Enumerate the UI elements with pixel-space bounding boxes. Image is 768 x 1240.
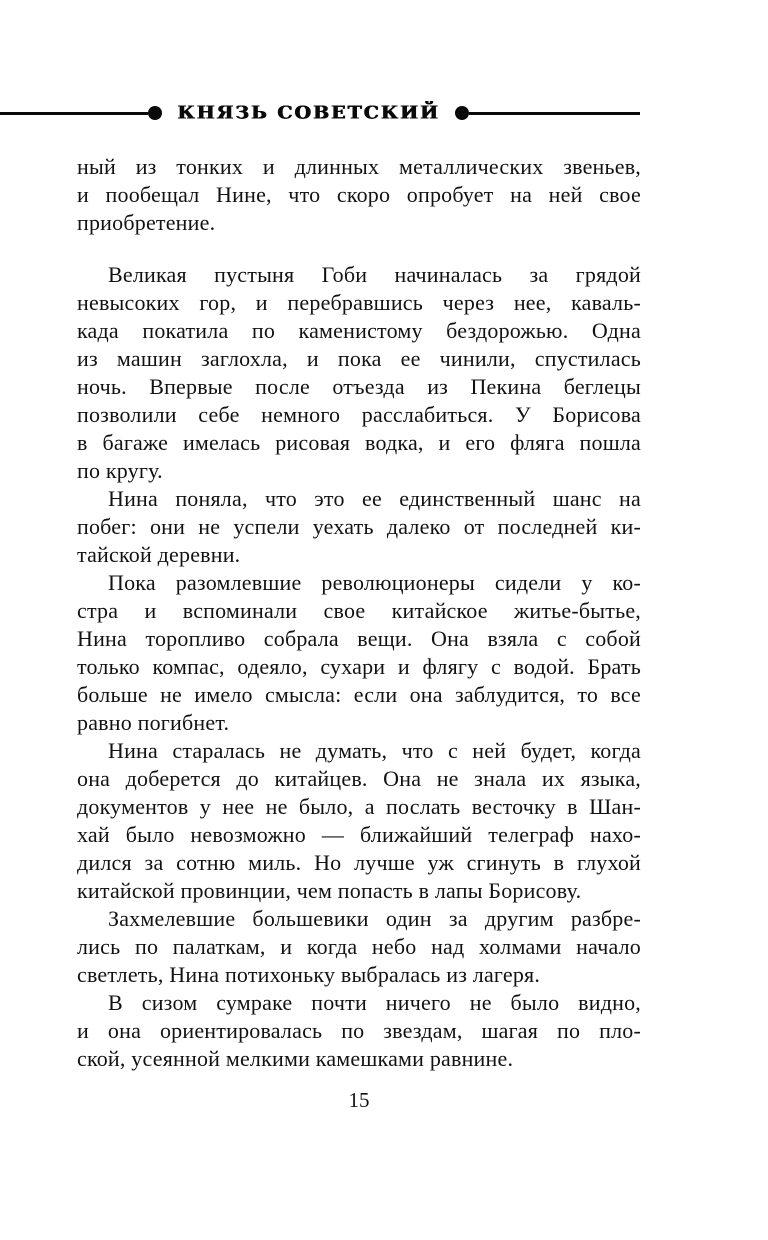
text-line: побег: они не успели уехать далеко от последней ки- — [77, 514, 641, 539]
text-line: тайской деревни. — [77, 542, 241, 567]
text-line: Великая пустыня Гоби начиналась за грядой — [108, 262, 641, 287]
text-line: стра и вспоминали свое китайское житье-бытье, — [77, 598, 641, 623]
text-line: Нина старалась не думать, что с ней будет, когда — [108, 738, 641, 763]
text-line: ской, усеянной мелкими камешками равнине. — [77, 1046, 514, 1071]
paragraph — [77, 485, 641, 569]
paragraph — [77, 989, 641, 1073]
text-line: в багаже имелась рисовая водка, и его фляга пошла — [77, 430, 641, 455]
text-line: позволили себе немного расслабиться. У Борисова — [77, 402, 641, 427]
page-footer — [77, 1086, 641, 1114]
text-line: невысоких гор, и перебравшись через нее, каваль- — [77, 290, 641, 315]
header-rule-left — [0, 112, 148, 115]
text-line: из машин заглохла, и пока ее чинили, спустилась — [77, 346, 641, 371]
paragraph — [77, 905, 641, 989]
text-line: ный из тонких и длинных металлических звеньев, — [77, 154, 641, 179]
paragraph — [77, 261, 641, 485]
text-block — [77, 153, 641, 1073]
header-rule-right — [469, 112, 640, 115]
page-number: 15 — [348, 1088, 370, 1112]
text-line: она доберется до китайцев. Она не знала их языка, — [77, 766, 641, 791]
text-line: лись по палаткам, и когда небо над холмами начало — [77, 934, 641, 959]
text-line: китайской провинции, чем попасть в лапы Борисову. — [77, 878, 582, 903]
text-line: Пока разомлевшие революционеры сидели у ко- — [108, 570, 641, 595]
header-bullet-right-icon — [455, 106, 469, 120]
text-line: и она ориентировалась по звездам, шагая по пло- — [77, 1018, 641, 1043]
paragraph — [77, 737, 641, 905]
text-line: по кругу. — [77, 458, 163, 483]
text-line: документов у нее не было, а послать весточку в Шан- — [77, 794, 641, 819]
text-line: ночь. Впервые после отъезда из Пекина беглецы — [77, 374, 641, 399]
text-line: больше не имело смысла: если она заблудится, то все — [77, 682, 641, 707]
text-line: приобретение. — [77, 210, 216, 235]
text-line: Нина торопливо собрала вещи. Она взяла с собой — [77, 626, 641, 651]
header-bullet-left-icon — [148, 106, 162, 120]
text-line: и пообещал Нине, что скоро опробует на ней свое — [77, 182, 641, 207]
paragraph — [77, 153, 641, 237]
text-line: равно погибнет. — [77, 710, 230, 735]
text-line: светлеть, Нина потихоньку выбралась из лагеря. — [77, 962, 541, 987]
running-header — [0, 104, 640, 122]
text-line: В сизом сумраке почти ничего не было видно, — [108, 990, 641, 1015]
text-line: дился за сотню миль. Но лучше уж сгинуть в глухой — [77, 850, 641, 875]
text-line: Нина поняла, что это ее единственный шанс на — [108, 486, 641, 511]
text-line: када покатила по каменистому бездорожью. Одна — [77, 318, 641, 343]
book-title: КНЯЗЬ СОВЕТСКИЙ — [177, 102, 440, 124]
text-line: Захмелевшие большевики один за другим разбре- — [108, 906, 641, 931]
text-line: хай было невозможно — ближайший телеграф нахо- — [77, 822, 641, 847]
paragraph — [77, 569, 641, 737]
text-line: только компас, одеяло, сухари и флягу с водой. Брать — [77, 654, 641, 679]
